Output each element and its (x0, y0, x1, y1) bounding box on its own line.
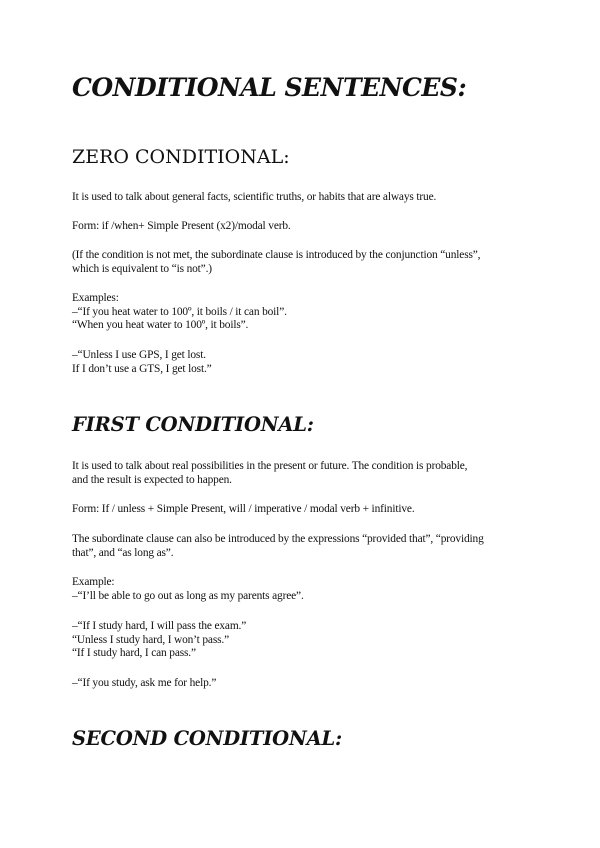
zero-use-paragraph (72, 191, 542, 205)
zero-unless-paragraph (72, 349, 542, 376)
text-line: It is used to talk about real possibilities in the present or future. The condition is probable, (72, 460, 468, 472)
text-line: (If the condition is not met, the subordinate clause is introduced by the conjunction “unless”, (72, 249, 481, 261)
text-line: The subordinate clause can also be introduced by the expressions “provided that”, “providing (72, 533, 484, 545)
zero-examples-paragraph (72, 292, 542, 333)
text-line: Example: (72, 576, 115, 588)
text-line: which is equivalent to “is not”.) (72, 262, 212, 275)
first-note-paragraph (72, 533, 542, 560)
text-line: that”, and “as long as”. (72, 546, 174, 559)
text-line: Form: if /when+ Simple Present (x2)/modal verb. (72, 220, 291, 232)
first-conditional-heading: FIRST CONDITIONAL: (72, 413, 314, 436)
first-form-paragraph (72, 503, 542, 517)
text-line: Form: If / unless + Simple Present, will / imperative / modal verb + infinitive. (72, 503, 415, 515)
text-line: Examples: (72, 292, 119, 304)
text-line: It is used to talk about general facts, scientific truths, or habits that are always true. (72, 191, 437, 203)
first-imperative-paragraph (72, 677, 542, 691)
first-examples2-paragraph (72, 620, 542, 661)
page-title: CONDITIONAL SENTENCES: (72, 73, 467, 102)
text-line: –“I’ll be able to go out as long as my parents agree”. (72, 589, 304, 602)
first-example-paragraph (72, 576, 542, 603)
text-line: “When you heat water to 100º, it boils”. (72, 319, 249, 331)
text-line: and the result is expected to happen. (72, 473, 232, 486)
text-line: –“If I study hard, I will pass the exam.” (72, 620, 247, 632)
second-conditional-heading: SECOND CONDITIONAL: (72, 727, 343, 750)
zero-note-paragraph (72, 249, 542, 276)
first-use-paragraph (72, 460, 542, 487)
text-line: –“If you study, ask me for help.” (72, 677, 217, 689)
text-line: “Unless I study hard, I won’t pass.” (72, 633, 229, 646)
text-line: –“Unless I use GPS, I get lost. (72, 349, 206, 361)
zero-form-paragraph (72, 220, 542, 234)
text-line: If I don’t use a GTS, I get lost.” (72, 362, 212, 375)
zero-conditional-heading: ZERO CONDITIONAL: (72, 146, 290, 168)
text-line: –“If you heat water to 100º, it boils / it can boil”. (72, 305, 287, 318)
text-line: “If I study hard, I can pass.” (72, 647, 196, 659)
